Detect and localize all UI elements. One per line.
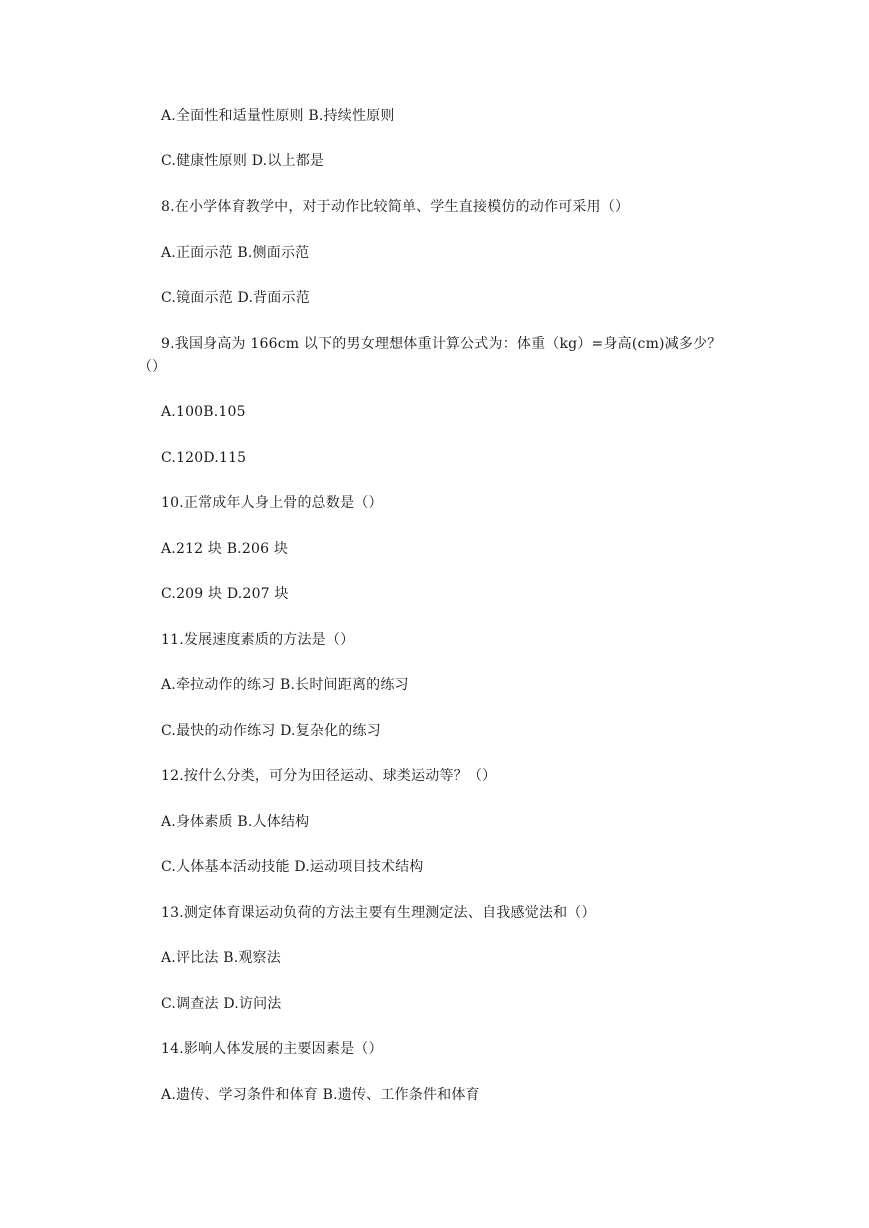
question-12: 12.按什么分类，可分为田径运动、球类运动等？（）: [161, 768, 497, 784]
option-line-q7-cd: C.健康性原则 D.以上都是: [161, 153, 325, 169]
question-10: 10.正常成年人身上骨的总数是（）: [161, 495, 383, 511]
question-9-continuation: （）: [138, 359, 166, 375]
question-14: 14.影响人体发展的主要因素是（）: [161, 1041, 383, 1057]
option-line-q8-cd: C.镜面示范 D.背面示范: [161, 290, 310, 306]
option-line-q9-cd: C.120D.115: [161, 450, 247, 466]
option-line-q11-ab: A.牵拉动作的练习 B.长时间距离的练习: [161, 677, 409, 693]
question-8: 8.在小学体育教学中，对于动作比较简单、学生直接模仿的动作可采用（）: [161, 199, 630, 215]
option-line-q12-cd: C.人体基本活动技能 D.运动项目技术结构: [161, 859, 424, 875]
option-line-q11-cd: C.最快的动作练习 D.复杂化的练习: [161, 723, 381, 739]
option-line-q13-ab: A.评比法 B.观察法: [161, 950, 281, 966]
option-line-q13-cd: C.调查法 D.访问法: [161, 996, 282, 1012]
option-line-q14-ab: A.遗传、学习条件和体育 B.遗传、工作条件和体育: [161, 1087, 480, 1103]
option-line-q10-cd: C.209 块 D.207 块: [161, 586, 289, 602]
question-9: 9.我国身高为 166cm 以下的男女理想体重计算公式为：体重（kg）=身高(cm)减多少？: [161, 336, 722, 352]
option-line-q12-ab: A.身体素质 B.人体结构: [161, 814, 310, 830]
option-line-q10-ab: A.212 块 B.206 块: [161, 541, 289, 557]
question-11: 11.发展速度素质的方法是（）: [161, 632, 355, 648]
question-13: 13.测定体育课运动负荷的方法主要有生理测定法、自我感觉法和（）: [161, 905, 596, 921]
option-line-q8-ab: A.正面示范 B.侧面示范: [161, 245, 310, 261]
option-line-q9-ab: A.100B.105: [161, 404, 246, 420]
option-line-q7-ab: A.全面性和适量性原则 B.持续性原则: [161, 108, 395, 124]
